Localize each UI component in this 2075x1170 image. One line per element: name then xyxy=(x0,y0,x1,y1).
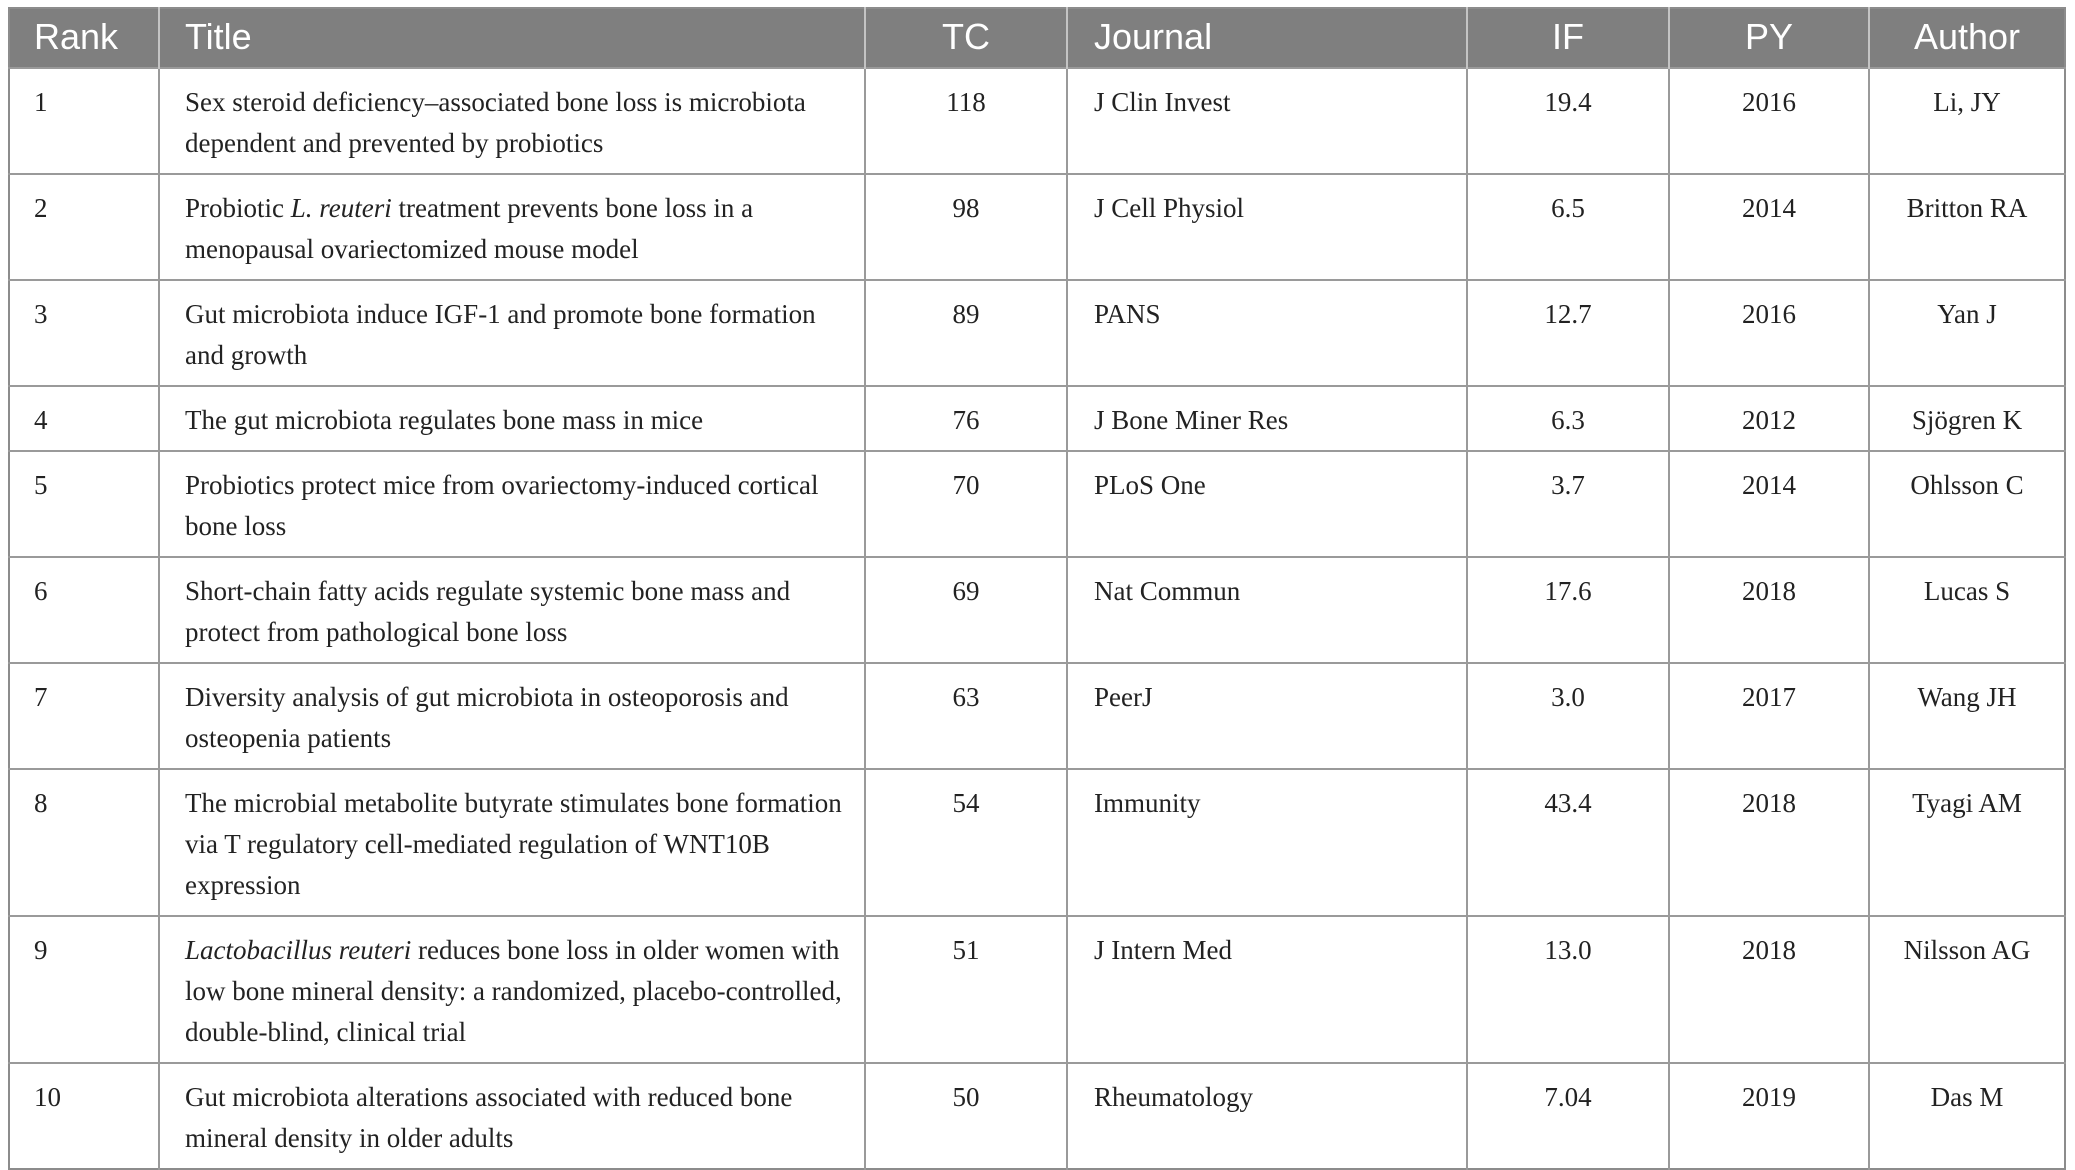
cell-title xyxy=(159,451,865,557)
cell-rank: 5 xyxy=(9,451,159,557)
table-row xyxy=(9,557,2065,663)
header-if: IF xyxy=(1467,8,1669,68)
cell-journal: J Bone Miner Res xyxy=(1067,386,1467,451)
cell-title xyxy=(159,280,865,386)
cell-if: 43.4 xyxy=(1467,769,1669,916)
header-row xyxy=(9,8,2065,68)
cell-title xyxy=(159,68,865,174)
title-text: Diversity analysis of gut microbiota in osteoporosis and osteopenia patients xyxy=(185,682,789,753)
cell-rank: 3 xyxy=(9,280,159,386)
cell-if: 6.5 xyxy=(1467,174,1669,280)
cell-py: 2014 xyxy=(1669,451,1869,557)
cell-author: Sjögren K xyxy=(1869,386,2065,451)
table-body xyxy=(9,68,2065,1169)
table-row xyxy=(9,1063,2065,1169)
table-row xyxy=(9,451,2065,557)
cell-journal: J Cell Physiol xyxy=(1067,174,1467,280)
header-py: PY xyxy=(1669,8,1869,68)
cell-title xyxy=(159,663,865,769)
cell-journal: Nat Commun xyxy=(1067,557,1467,663)
title-species-name: L. reuteri xyxy=(290,193,392,223)
header-rank: Rank xyxy=(9,8,159,68)
cell-author: Wang JH xyxy=(1869,663,2065,769)
title-text: Probiotics protect mice from ovariectomy-induced cortical bone loss xyxy=(185,470,819,541)
cell-journal: PANS xyxy=(1067,280,1467,386)
cell-author: Nilsson AG xyxy=(1869,916,2065,1063)
cell-if: 19.4 xyxy=(1467,68,1669,174)
table-container xyxy=(8,7,2064,1170)
cell-tc: 63 xyxy=(865,663,1067,769)
title-text: Probiotic xyxy=(185,193,291,223)
cell-py: 2014 xyxy=(1669,174,1869,280)
header-title: Title xyxy=(159,8,865,68)
cell-py: 2016 xyxy=(1669,280,1869,386)
table-row xyxy=(9,769,2065,916)
cell-title xyxy=(159,769,865,916)
cell-journal: J Intern Med xyxy=(1067,916,1467,1063)
cell-rank: 10 xyxy=(9,1063,159,1169)
cell-if: 12.7 xyxy=(1467,280,1669,386)
cell-py: 2016 xyxy=(1669,68,1869,174)
title-text: The microbial metabolite butyrate stimulates bone formation via T regulatory cell-mediated regulation of WNT10B expression xyxy=(185,788,842,900)
table-row xyxy=(9,663,2065,769)
header-author: Author xyxy=(1869,8,2065,68)
cell-tc: 98 xyxy=(865,174,1067,280)
cell-author: Li, JY xyxy=(1869,68,2065,174)
cell-journal: J Clin Invest xyxy=(1067,68,1467,174)
cell-py: 2012 xyxy=(1669,386,1869,451)
cell-author: Britton RA xyxy=(1869,174,2065,280)
top-cited-papers-table xyxy=(8,7,2066,1170)
cell-tc: 69 xyxy=(865,557,1067,663)
table-row xyxy=(9,386,2065,451)
cell-rank: 1 xyxy=(9,68,159,174)
cell-tc: 51 xyxy=(865,916,1067,1063)
title-text: reduces bone loss in older women with low bone mineral density: a randomized, placebo-controlled, double-blind, clinical trial xyxy=(185,935,842,1047)
cell-journal: PeerJ xyxy=(1067,663,1467,769)
cell-py: 2019 xyxy=(1669,1063,1869,1169)
table-row xyxy=(9,280,2065,386)
cell-py: 2018 xyxy=(1669,557,1869,663)
cell-if: 17.6 xyxy=(1467,557,1669,663)
cell-author: Lucas S xyxy=(1869,557,2065,663)
cell-rank: 4 xyxy=(9,386,159,451)
cell-if: 3.0 xyxy=(1467,663,1669,769)
cell-rank: 6 xyxy=(9,557,159,663)
cell-tc: 70 xyxy=(865,451,1067,557)
table-row xyxy=(9,916,2065,1063)
cell-tc: 89 xyxy=(865,280,1067,386)
cell-if: 6.3 xyxy=(1467,386,1669,451)
title-text: Gut microbiota alterations associated with reduced bone mineral density in older adults xyxy=(185,1082,793,1153)
cell-tc: 76 xyxy=(865,386,1067,451)
title-species-name: Lactobacillus reuteri xyxy=(185,935,412,965)
header-tc: TC xyxy=(865,8,1067,68)
cell-title xyxy=(159,557,865,663)
cell-journal: PLoS One xyxy=(1067,451,1467,557)
cell-tc: 54 xyxy=(865,769,1067,916)
cell-author: Das M xyxy=(1869,1063,2065,1169)
cell-title xyxy=(159,916,865,1063)
cell-if: 13.0 xyxy=(1467,916,1669,1063)
title-text: Short-chain fatty acids regulate systemic bone mass and protect from pathological bone loss xyxy=(185,576,791,647)
cell-tc: 118 xyxy=(865,68,1067,174)
cell-if: 3.7 xyxy=(1467,451,1669,557)
cell-py: 2018 xyxy=(1669,916,1869,1063)
title-text: Sex steroid deficiency–associated bone loss is microbiota dependent and prevented by probiotics xyxy=(185,87,806,158)
cell-rank: 9 xyxy=(9,916,159,1063)
cell-tc: 50 xyxy=(865,1063,1067,1169)
cell-if: 7.04 xyxy=(1467,1063,1669,1169)
cell-journal: Rheumatology xyxy=(1067,1063,1467,1169)
title-text: The gut microbiota regulates bone mass in mice xyxy=(185,405,704,435)
title-text: Gut microbiota induce IGF-1 and promote bone formation and growth xyxy=(185,299,816,370)
cell-title xyxy=(159,386,865,451)
cell-author: Tyagi AM xyxy=(1869,769,2065,916)
table-row xyxy=(9,68,2065,174)
cell-author: Ohlsson C xyxy=(1869,451,2065,557)
cell-title xyxy=(159,174,865,280)
cell-journal: Immunity xyxy=(1067,769,1467,916)
cell-py: 2018 xyxy=(1669,769,1869,916)
cell-rank: 7 xyxy=(9,663,159,769)
cell-author: Yan J xyxy=(1869,280,2065,386)
header-journal: Journal xyxy=(1067,8,1467,68)
table-row xyxy=(9,174,2065,280)
cell-rank: 8 xyxy=(9,769,159,916)
cell-py: 2017 xyxy=(1669,663,1869,769)
cell-title xyxy=(159,1063,865,1169)
cell-rank: 2 xyxy=(9,174,159,280)
title-text: treatment prevents bone loss in a menopausal ovariectomized mouse model xyxy=(185,193,754,264)
